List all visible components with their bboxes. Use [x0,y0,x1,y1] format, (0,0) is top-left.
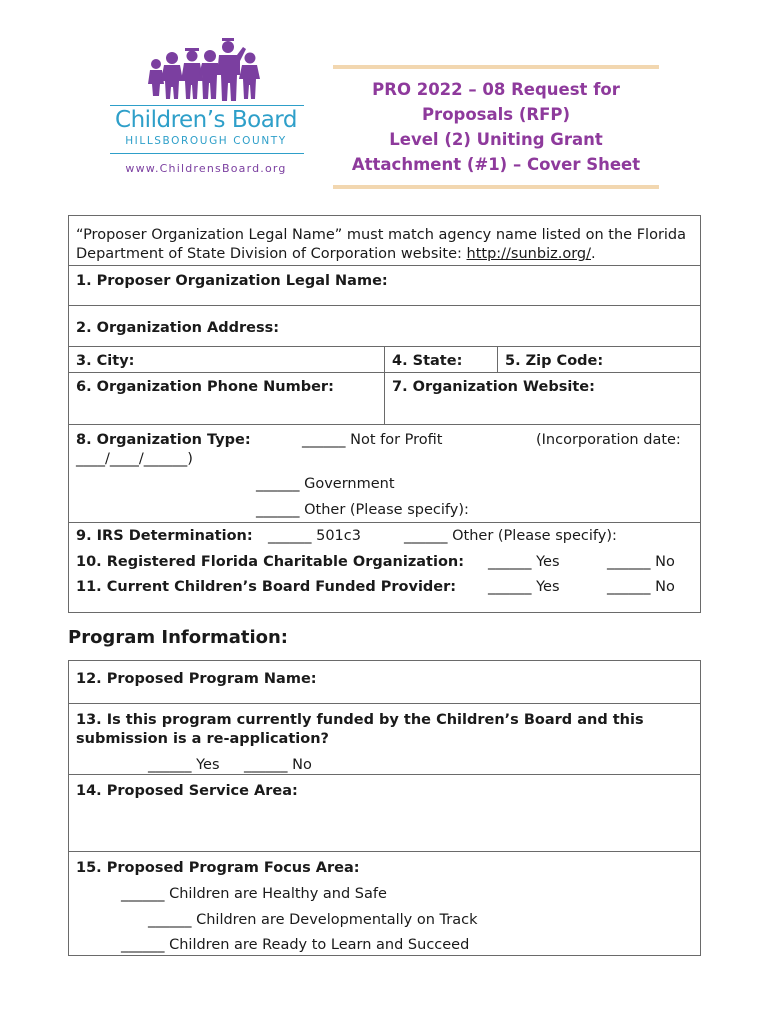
option-501c3[interactable]: ______ 501c3 [268,528,361,544]
program-info-heading: Program Information: [68,627,289,648]
focus-developmentally-on-track[interactable]: ______ Children are Developmentally on Track [148,912,478,928]
charitable-yes[interactable]: ______ Yes [488,554,560,570]
charitable-no[interactable]: ______ No [607,554,675,570]
program-info-table [68,660,701,956]
logo-org-name: Children’s Board [115,107,297,133]
funded-provider-yes[interactable]: ______ Yes [488,579,560,595]
title-line-3: Level (2) Uniting Grant [389,130,603,149]
logo-county: HILLSBOROUGH COUNTY [125,135,287,147]
childrens-board-logo [108,36,304,182]
title-line-1: PRO 2022 – 08 Request for [372,80,620,99]
option-other-type[interactable]: ______ Other (Please specify): [256,502,469,518]
option-not-for-profit[interactable]: ______ Not for Profit [302,432,443,448]
option-irs-other[interactable]: ______ Other (Please specify): [404,528,617,544]
title-line-2: Proposals (RFP) [421,105,571,124]
focus-ready-to-learn[interactable]: ______ Children are Ready to Learn and Succeed [121,937,470,953]
field-irs-determination: 9. IRS Determination: [76,528,253,544]
field-city[interactable]: 3. City: [76,353,135,369]
field-zip[interactable]: 5. Zip Code: [505,353,604,369]
field-org-type: 8. Organization Type: [76,432,251,448]
field-legal-name[interactable]: 1. Proposer Organization Legal Name: [76,273,388,289]
field-state[interactable]: 4. State: [392,353,463,369]
field-focus-area: 15. Proposed Program Focus Area: [76,860,360,876]
incorporation-date-label: (Incorporation date: [536,432,681,448]
reapplication-yes[interactable]: ______ Yes [148,757,220,773]
incorporation-date-blank[interactable]: ____/____/______) [76,451,193,467]
document-title-block [333,65,659,191]
logo-rule-top [110,105,304,106]
title-rule-bottom [333,185,659,189]
legal-name-note: “Proposer Organization Legal Name” must match agency name listed on the Florida Department of State Division of Corporation website: http://sunbiz.org/. [76,227,687,262]
children-silhouettes-icon [146,36,266,104]
logo-rule-bottom [110,153,304,154]
field-phone[interactable]: 6. Organization Phone Number: [76,379,334,395]
field-service-area[interactable]: 14. Proposed Service Area: [76,783,298,799]
logo-url: www.ChildrensBoard.org [125,162,287,175]
organization-info-table [68,215,701,613]
sunbiz-link[interactable]: http://sunbiz.org/ [466,246,591,262]
field-reapplication: 13. Is this program currently funded by the Children’s Board and this submission is a re-application? [76,712,644,747]
funded-provider-no[interactable]: ______ No [607,579,675,595]
document-title [333,77,659,177]
focus-healthy-safe[interactable]: ______ Children are Healthy and Safe [121,886,387,902]
title-rule-top [333,65,659,69]
field-registered-charitable: 10. Registered Florida Charitable Organization: [76,554,465,570]
field-funded-provider: 11. Current Children’s Board Funded Provider: [76,579,457,595]
field-program-name[interactable]: 12. Proposed Program Name: [76,671,317,687]
option-government[interactable]: ______ Government [256,476,395,492]
field-address[interactable]: 2. Organization Address: [76,320,280,336]
reapplication-no[interactable]: ______ No [244,757,312,773]
field-website[interactable]: 7. Organization Website: [392,379,595,395]
title-line-4: Attachment (#1) – Cover Sheet [351,155,641,174]
